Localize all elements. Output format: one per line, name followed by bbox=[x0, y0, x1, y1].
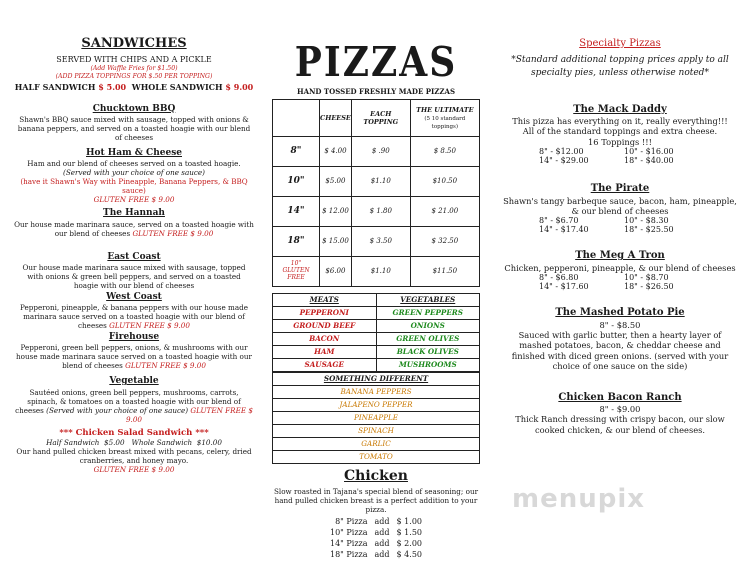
firehouse-name: Firehouse bbox=[108, 332, 160, 342]
pirate-desc: Shawn's tangy barbeque sauce, bacon, ham, pineapple, & our blend of cheeses bbox=[503, 195, 737, 217]
chicken-price: $ 1.00 bbox=[396, 517, 422, 527]
price-8: 8" - $6.70 bbox=[539, 216, 579, 226]
gf-size: 10" bbox=[290, 260, 302, 268]
pizza-size: 14" bbox=[273, 196, 320, 226]
topping-note: (ADD PIZZA TOPPINGS FOR $.50 PER TOPPING) bbox=[55, 73, 213, 80]
pizza-ultimate-price: $10.50 bbox=[410, 166, 479, 196]
chicken-size: 14" Pizza bbox=[329, 539, 368, 549]
chicken-price: $ 4.50 bbox=[396, 550, 422, 560]
westcoast-name: West Coast bbox=[106, 291, 162, 302]
chicken-price-row bbox=[329, 516, 423, 527]
price-10: 10" - $8.70 bbox=[624, 273, 669, 283]
chicken-size: 8" Pizza bbox=[335, 517, 368, 527]
chucktown-desc: Shawn's BBQ sauce mixed with sausage, topped with onions & banana peppers, and served on a toasted hoagie with our blend of cheeses bbox=[17, 115, 251, 142]
sandwich-sizes bbox=[14, 82, 254, 92]
meat-item: SAUSAGE bbox=[273, 358, 377, 371]
mack-daddy-desc2: All of the standard toppings and extra cheese. bbox=[522, 126, 718, 137]
hotham-shawn: (have it Shawn's Way with Pineapple, Banana Peppers, & BBQ sauce) bbox=[20, 177, 248, 196]
pizzas-title: PIZZAS bbox=[294, 37, 458, 87]
menupix-watermark: menupix bbox=[512, 484, 646, 514]
vegetable-desc2: (Served with your choice of one sauce) bbox=[46, 405, 189, 415]
chicken-salad-name: *** Chicken Salad Sandwich *** bbox=[59, 427, 209, 438]
pirate-name: The Pirate bbox=[590, 183, 650, 195]
topping-header: EACH TOPPING bbox=[351, 99, 410, 136]
mashed-potato-desc bbox=[502, 330, 738, 371]
mashed-potato-price: 8" - $8.50 bbox=[599, 319, 641, 330]
chicken-add: add bbox=[374, 517, 390, 527]
eastcoast-name: East Coast bbox=[107, 251, 161, 262]
sandwiches-subtitle: SERVED WITH CHIPS AND A PICKLE bbox=[56, 55, 212, 65]
chucktown-name: Chucktown BBQ bbox=[92, 103, 176, 114]
price-18: 18" - $26.50 bbox=[624, 282, 674, 292]
chicken-salad-half: Half Sandwich bbox=[46, 438, 100, 448]
price-10: 10" - $16.00 bbox=[624, 147, 674, 157]
price-8: 8" - $6.80 bbox=[539, 273, 579, 283]
chicken-add: add bbox=[374, 550, 390, 560]
vegetables-header: VEGETABLES bbox=[376, 293, 480, 306]
something-different-table bbox=[272, 372, 480, 464]
pizza-row-gluten-free bbox=[273, 256, 480, 286]
pizza-row bbox=[273, 166, 480, 196]
vegetable-item: ONIONS bbox=[376, 319, 480, 332]
pizza-size: 8" bbox=[273, 136, 320, 166]
pizza-size: 18" bbox=[273, 226, 320, 256]
pizza-row bbox=[273, 136, 480, 166]
mack-daddy-desc3: 16 Toppings !!! bbox=[588, 136, 652, 147]
specialty-note: *Standard additional topping prices apply to all specialty pies, unless otherwise noted* bbox=[511, 54, 729, 78]
firehouse-gf: GLUTEN FREE $ 9.00 bbox=[125, 361, 206, 371]
pizza-topping-price: $ .90 bbox=[351, 136, 410, 166]
different-item: PINEAPPLE bbox=[273, 411, 480, 424]
pizza-cheese-price: $ 15.00 bbox=[320, 226, 352, 256]
vegetable-desc bbox=[14, 388, 254, 424]
vegetable-name: Vegetable bbox=[109, 376, 159, 387]
pirate-prices bbox=[535, 216, 705, 234]
meats-header: MEATS bbox=[273, 293, 377, 306]
chicken-price: $ 1.50 bbox=[396, 528, 422, 538]
chicken-price: $ 2.00 bbox=[396, 539, 422, 549]
chicken-price-row bbox=[329, 527, 423, 538]
vegetable-item: BLACK OLIVES bbox=[376, 345, 480, 358]
chicken-salad-whole-price: $10.00 bbox=[196, 438, 222, 448]
megatron-desc: Chicken, pepperoni, pineapple, & our blend of cheeses bbox=[504, 262, 736, 273]
pizza-cheese-price: $5.00 bbox=[320, 166, 352, 196]
pizza-ultimate-price: $ 32.50 bbox=[410, 226, 479, 256]
waffle-note: (Add Waffle Fries for $1.50) bbox=[90, 65, 178, 73]
specialty-section bbox=[502, 0, 738, 435]
price-18: 18" - $40.00 bbox=[624, 156, 674, 166]
chicken-bacon-ranch-name: Chicken Bacon Ranch bbox=[558, 391, 682, 403]
megatron-name: The Meg A Tron bbox=[575, 250, 665, 262]
hannah-desc-text: Our house made marinara sauce, served on a toasted hoagie with our blend of cheeses bbox=[14, 219, 254, 238]
pizza-size: 10" bbox=[273, 166, 320, 196]
mashed-desc2: (served with your choice of one sauce on the side) bbox=[552, 350, 729, 372]
chicken-price-list bbox=[329, 516, 423, 560]
price-14: 14" - $17.60 bbox=[539, 282, 589, 292]
ultimate-note: (5 10 standard toppings) bbox=[424, 115, 466, 130]
chicken-salad-desc: Our hand pulled chicken breast mixed with pecans, celery, dried cranberries, and honey mayo. bbox=[16, 447, 252, 466]
chicken-bacon-ranch-desc: Thick Ranch dressing with crispy bacon, our slow cooked chicken, & our blend of cheeses. bbox=[515, 414, 725, 435]
mashed-desc-text: Sauced with garlic butter, then a hearty layer of mashed potatoes, bacon, & cheddar cheese and finished with diced green onions. bbox=[511, 330, 722, 361]
pizzas-subtitle: HAND TOSSED FRESHLY MADE PIZZAS bbox=[296, 87, 456, 96]
pizza-cheese-price: $ 4.00 bbox=[320, 136, 352, 166]
westcoast-gf: GLUTEN FREE $ 9.00 bbox=[109, 321, 190, 330]
sandwiches-section bbox=[14, 0, 254, 474]
gf-cheese-price: $6.00 bbox=[320, 256, 352, 286]
pizza-price-table bbox=[272, 99, 480, 287]
westcoast-desc bbox=[14, 303, 254, 330]
chicken-add: add bbox=[374, 528, 390, 538]
different-item: TOMATO bbox=[273, 450, 480, 463]
chicken-price-row bbox=[329, 549, 423, 560]
specialty-title: Specialty Pizzas bbox=[579, 38, 661, 49]
different-item: JALAPENO PEPPER bbox=[273, 398, 480, 411]
whole-price: $ 9.00 bbox=[225, 81, 254, 92]
price-14: 14" - $17.40 bbox=[539, 225, 589, 235]
mack-daddy-desc1: This pizza has everything on it, really everything!!! bbox=[512, 116, 728, 127]
half-price: $ 5.00 bbox=[98, 81, 127, 92]
pizza-row bbox=[273, 196, 480, 226]
different-item: SPINACH bbox=[273, 424, 480, 437]
hannah-name: The Hannah bbox=[103, 208, 165, 219]
firehouse-desc-text: Pepperoni, green bell peppers, onions, & mushrooms with our house made marinara sauce served on a toasted hoagie with our blend of cheeses bbox=[16, 343, 252, 371]
pizza-row bbox=[273, 226, 480, 256]
price-10: 10" - $8.30 bbox=[624, 216, 669, 226]
size-header bbox=[273, 99, 320, 136]
different-header: SOMETHING DIFFERENT bbox=[273, 372, 480, 385]
mack-daddy-prices bbox=[535, 147, 705, 165]
eastcoast-desc: Our house made marinara sauce mixed with sausage, topped with onions & green bell peppers, and served on a toasted hoagie with our blend of cheeses bbox=[22, 262, 246, 290]
cheese-header: CHEESE bbox=[320, 99, 352, 136]
chicken-size: 18" Pizza bbox=[329, 550, 368, 560]
sandwiches-title: SANDWICHES bbox=[81, 36, 187, 51]
chicken-salad-gf: GLUTEN FREE $ 9.00 bbox=[93, 465, 175, 475]
ultimate-title: THE ULTIMATE bbox=[416, 105, 474, 114]
chicken-size: 10" Pizza bbox=[329, 528, 368, 538]
megatron-prices bbox=[535, 273, 705, 291]
price-18: 18" - $25.50 bbox=[624, 225, 674, 235]
chicken-desc: Slow roasted in Tajana's special blend of seasoning; our hand pulled chicken breast is a perfect addition to your pizza. bbox=[273, 487, 479, 515]
gf-label: GLUTEN FREE bbox=[282, 266, 310, 281]
vegetable-desc-text: Sautéed onions, green bell peppers, mushrooms, carrots, spinach, & tomatoes on a toasted hoagie with our blend of cheeses bbox=[15, 387, 241, 415]
pizza-ultimate-price: $ 8.50 bbox=[410, 136, 479, 166]
chicken-salad-whole: Whole Sandwich bbox=[131, 438, 193, 448]
pizza-topping-price: $ 3.50 bbox=[351, 226, 410, 256]
pizza-table-header bbox=[273, 99, 480, 136]
half-label: HALF SANDWICH bbox=[14, 81, 96, 92]
hannah-desc bbox=[14, 220, 254, 238]
different-item: GARLIC bbox=[273, 437, 480, 450]
price-14: 14" - $29.00 bbox=[539, 156, 589, 166]
price-8: 8" - $12.00 bbox=[539, 147, 584, 157]
chicken-salad-sizes bbox=[14, 438, 254, 447]
pizza-topping-price: $ 1.80 bbox=[351, 196, 410, 226]
meat-item: BACON bbox=[273, 332, 377, 345]
pizza-cheese-price: $ 12.00 bbox=[320, 196, 352, 226]
pizzas-section bbox=[266, 0, 486, 560]
meat-item: GROUND BEEF bbox=[273, 319, 377, 332]
westcoast-desc-text: Pepperoni, pineapple, & banana peppers with our house made marinara sauce served on a toasted hoagie with our blend of cheeses bbox=[20, 303, 248, 330]
different-item: BANANA PEPPERS bbox=[273, 385, 480, 398]
hotham-desc1: Ham and our blend of cheeses served on a toasted hoagie. bbox=[27, 159, 241, 169]
vegetable-item: GREEN PEPPERS bbox=[376, 306, 480, 319]
chicken-add: add bbox=[374, 539, 390, 549]
gf-ultimate-price: $11.50 bbox=[410, 256, 479, 286]
mack-daddy-name: The Mack Daddy bbox=[573, 103, 667, 115]
vegetable-gf: GLUTEN FREE $ 9.00 bbox=[125, 405, 253, 424]
gf-size-cell bbox=[273, 256, 320, 286]
hannah-gf: GLUTEN FREE $ 9.00 bbox=[132, 228, 214, 238]
chicken-price-row bbox=[329, 538, 423, 549]
meat-item: HAM bbox=[273, 345, 377, 358]
chicken-salad-half-price: $5.00 bbox=[104, 438, 125, 448]
gf-topping-price: $1.10 bbox=[351, 256, 410, 286]
hotham-desc bbox=[14, 159, 254, 177]
meat-item: PEPPERONI bbox=[273, 306, 377, 319]
mashed-potato-name: The Mashed Potato Pie bbox=[555, 307, 685, 319]
vegetable-item: MUSHROOMS bbox=[376, 358, 480, 371]
pizza-ultimate-price: $ 21.00 bbox=[410, 196, 479, 226]
chicken-title: Chicken bbox=[344, 467, 408, 484]
firehouse-desc bbox=[14, 343, 254, 370]
hotham-name: Hot Ham & Cheese bbox=[86, 148, 182, 158]
hotham-gf: GLUTEN FREE $ 9.00 bbox=[93, 195, 175, 205]
vegetable-item: GREEN OLIVES bbox=[376, 332, 480, 345]
whole-label: WHOLE SANDWICH bbox=[131, 81, 223, 92]
chicken-bacon-ranch-price: 8" - $9.00 bbox=[599, 404, 641, 415]
meats-vegetables-table bbox=[272, 293, 480, 372]
pizza-topping-price: $1.10 bbox=[351, 166, 410, 196]
ultimate-header bbox=[410, 99, 479, 136]
hotham-desc2: (Served with your choice of one sauce) bbox=[63, 168, 205, 178]
